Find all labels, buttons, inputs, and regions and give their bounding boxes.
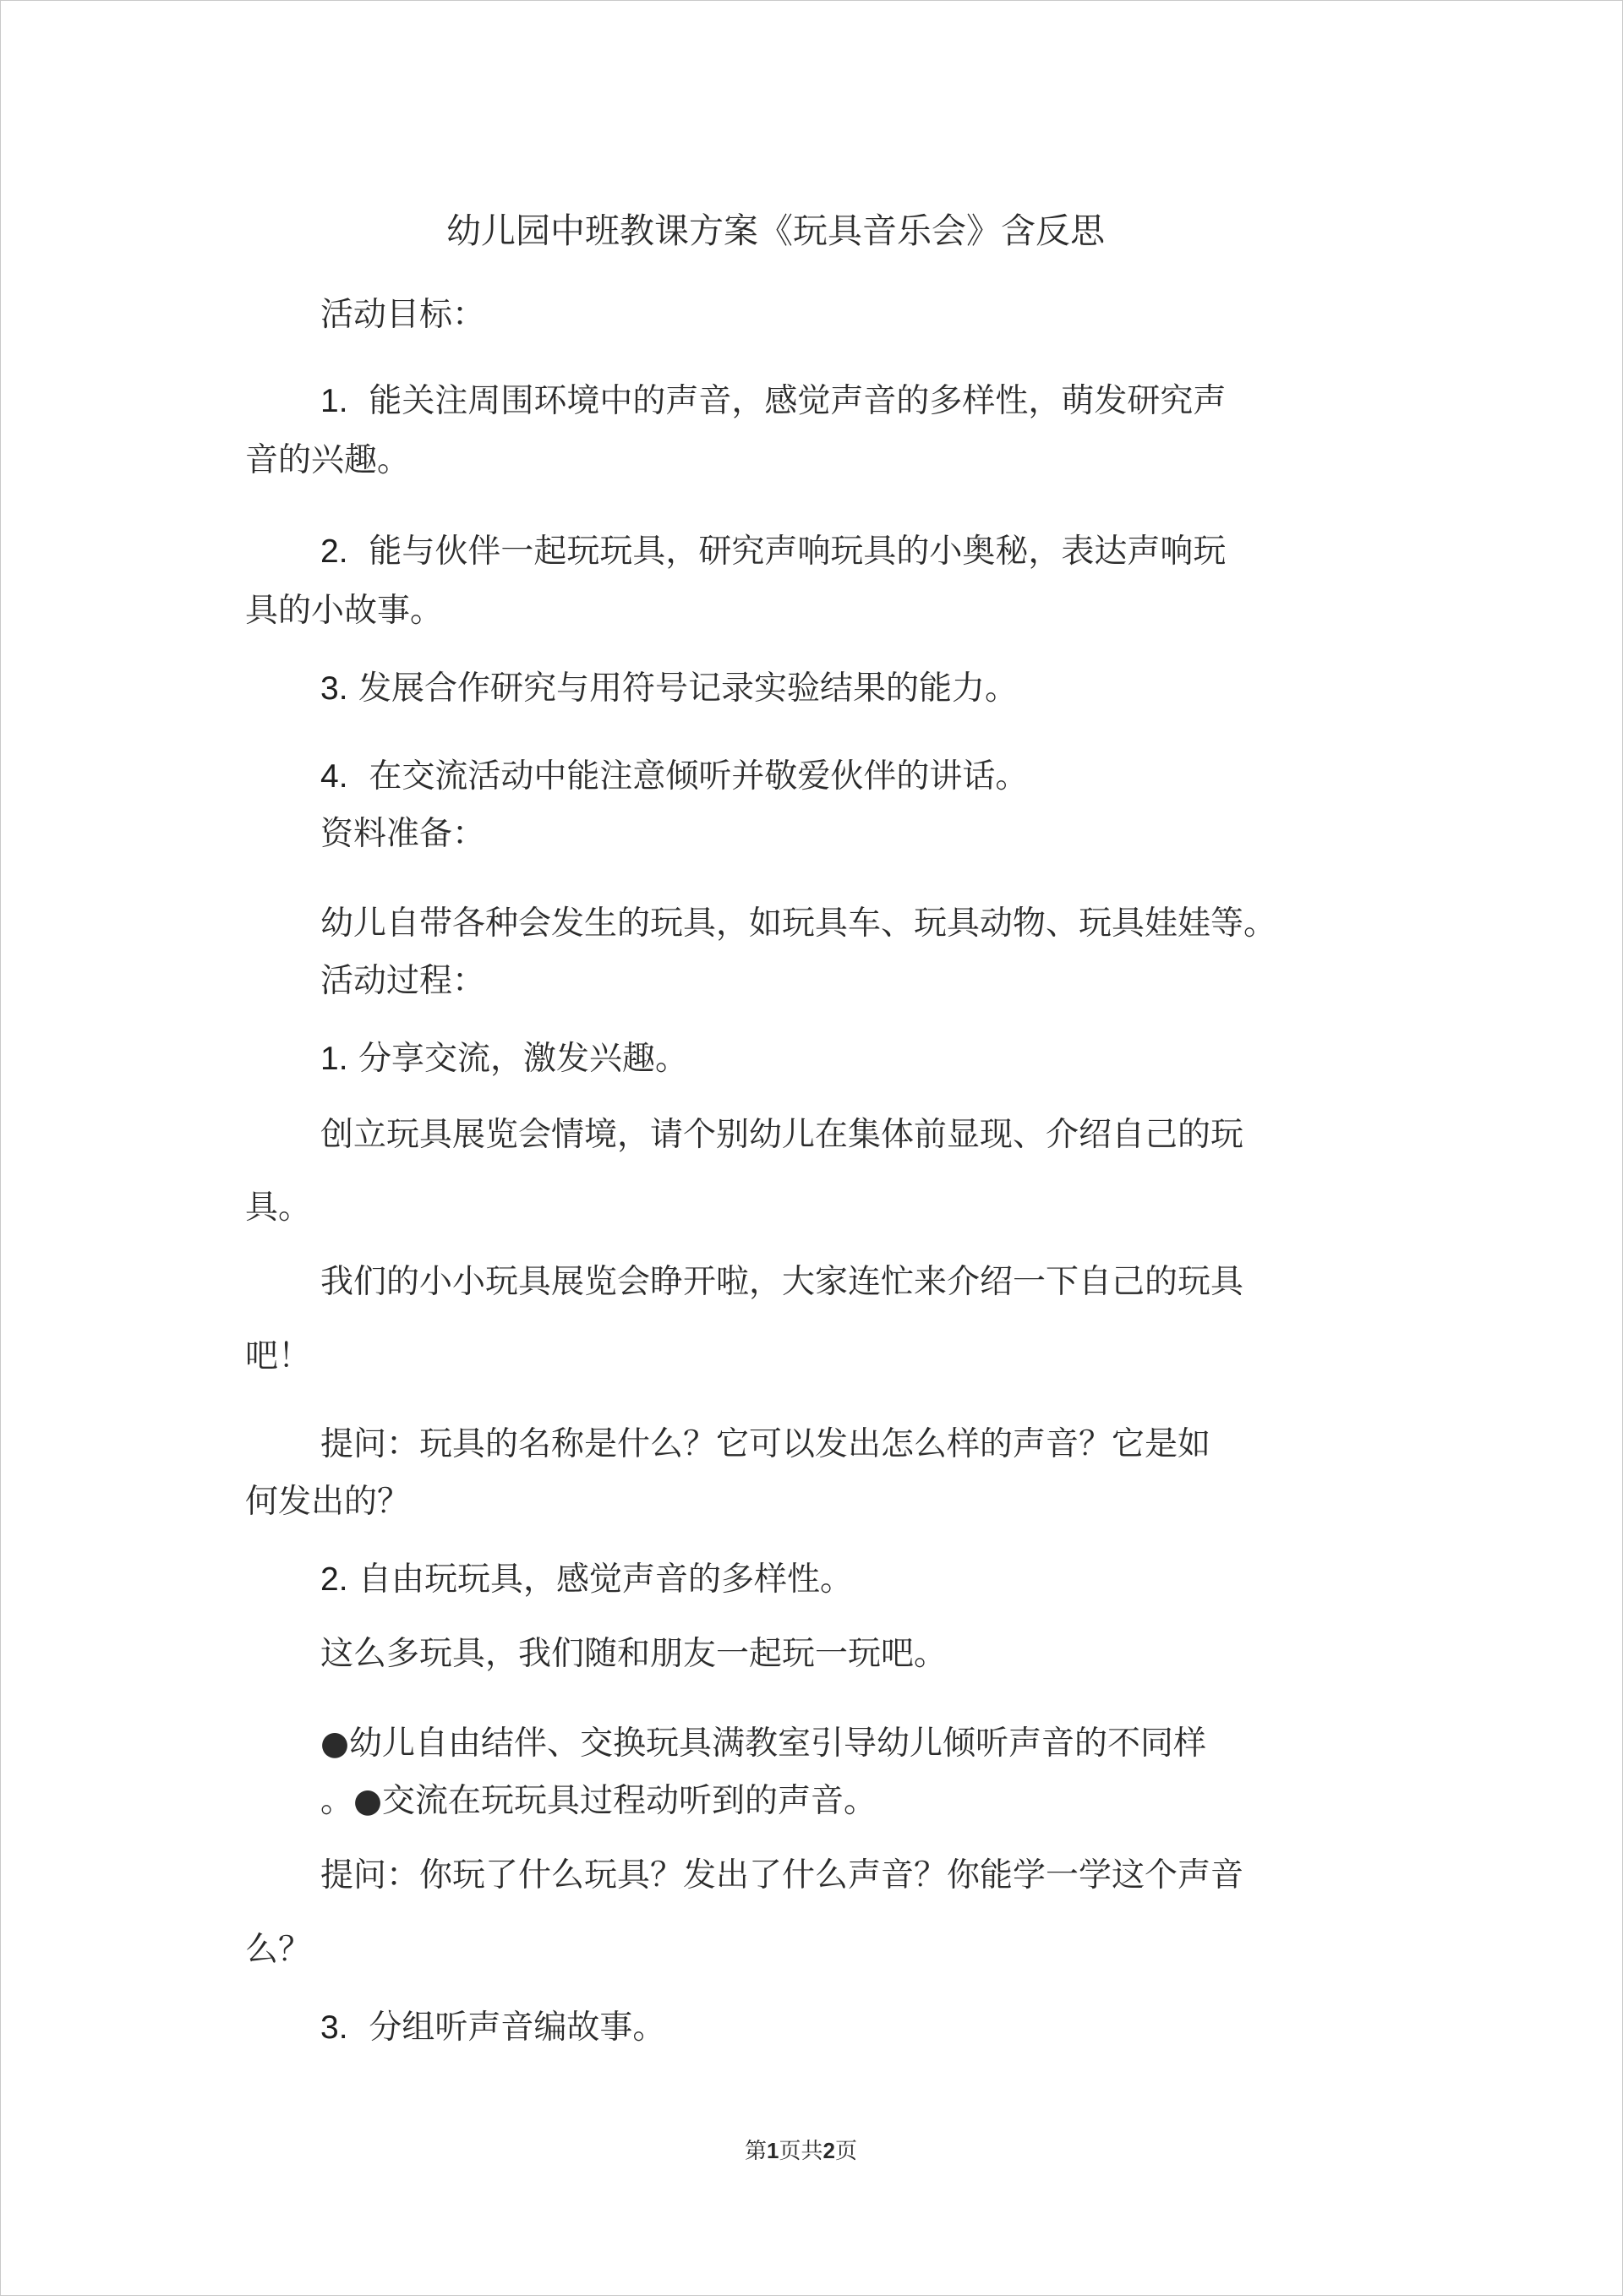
step-2-paragraph-3-continued: 么？ — [245, 1931, 312, 1969]
goal-item-4 — [320, 757, 1028, 797]
footer-prefix: 第 — [745, 2139, 768, 2164]
step-1-paragraph-3-continued: 何发出的？ — [245, 1483, 411, 1521]
goal-text: 能关注周围环境中的声音，感觉声音的多样性，萌发研究声 — [369, 382, 1227, 420]
materials-text: 幼儿自带各种会发生的玩具，如玩具车、玩具动物、玩具娃娃等。 — [320, 905, 1277, 943]
step-number: 1. — [320, 1041, 348, 1077]
total-page-number: 2 — [822, 2138, 835, 2163]
goal-number: 3. — [320, 670, 348, 707]
step-1-paragraph-1: 创立玩具展览会情境，请个别幼儿在集体前显现、介绍自己的玩 — [320, 1116, 1244, 1154]
process-heading: 活动过程： — [320, 962, 486, 1000]
step-1-paragraph-2: 我们的小小玩具展览会睁开啦，大家连忙来介绍一下自己的玩具 — [320, 1263, 1244, 1301]
step-2-paragraph-2: ●幼儿自由结伴、交换玩具满教室引导幼儿倾听声音的不同样 — [320, 1725, 1207, 1763]
step-text: 自由玩玩具，感觉声音的多样性。 — [358, 1561, 853, 1599]
goals-heading: 活动目标： — [320, 296, 486, 334]
step-text: 分组听声音编故事。 — [369, 2009, 666, 2047]
goal-item-2 — [320, 532, 1226, 572]
footer-middle: 页共 — [779, 2139, 823, 2164]
step-1-paragraph-1-continued: 具。 — [245, 1189, 312, 1227]
step-1-paragraph-3: 提问：玩具的名称是什么？它可以发出怎么样的声音？它是如 — [320, 1425, 1211, 1463]
step-2-paragraph-1: 这么多玩具，我们随和朋友一起玩一玩吧。 — [320, 1635, 948, 1673]
step-1-heading — [320, 1039, 688, 1080]
goal-item-1-continued: 音的兴趣。 — [245, 441, 411, 479]
page-footer — [745, 2137, 857, 2165]
goal-item-3 — [320, 669, 1018, 709]
goal-item-2-continued: 具的小故事。 — [245, 592, 444, 630]
materials-heading: 资料准备： — [320, 815, 486, 853]
step-2-paragraph-2-continued: 。●交流在玩玩具过程动听到的声音。 — [320, 1782, 877, 1820]
step-3-heading — [320, 2008, 665, 2048]
step-2-heading — [320, 1560, 853, 1600]
goal-number: 2. — [320, 533, 348, 570]
current-page-number: 1 — [767, 2138, 779, 2163]
footer-suffix: 页 — [834, 2139, 857, 2164]
goal-text: 能与伙伴一起玩玩具，研究声响玩具的小奥秘，表达声响玩 — [369, 533, 1227, 571]
document-title: 幼儿园中班教课方案《玩具音乐会》含反思 — [446, 210, 1105, 251]
step-text: 分享交流，激发兴趣。 — [358, 1040, 688, 1078]
step-number: 2. — [320, 1561, 348, 1598]
goal-number: 1. — [320, 383, 348, 419]
goal-text: 发展合作研究与用符号记录实验结果的能力。 — [358, 670, 1018, 708]
goal-text: 在交流活动中能注意倾听并敬爱伙伴的讲话。 — [369, 757, 1029, 795]
step-1-paragraph-2-continued: 吧！ — [245, 1337, 312, 1375]
goal-item-1 — [320, 381, 1226, 422]
step-number: 3. — [320, 2009, 348, 2046]
goal-number: 4. — [320, 758, 348, 795]
step-2-paragraph-3: 提问：你玩了什么玩具？发出了什么声音？你能学一学这个声音 — [320, 1856, 1244, 1894]
